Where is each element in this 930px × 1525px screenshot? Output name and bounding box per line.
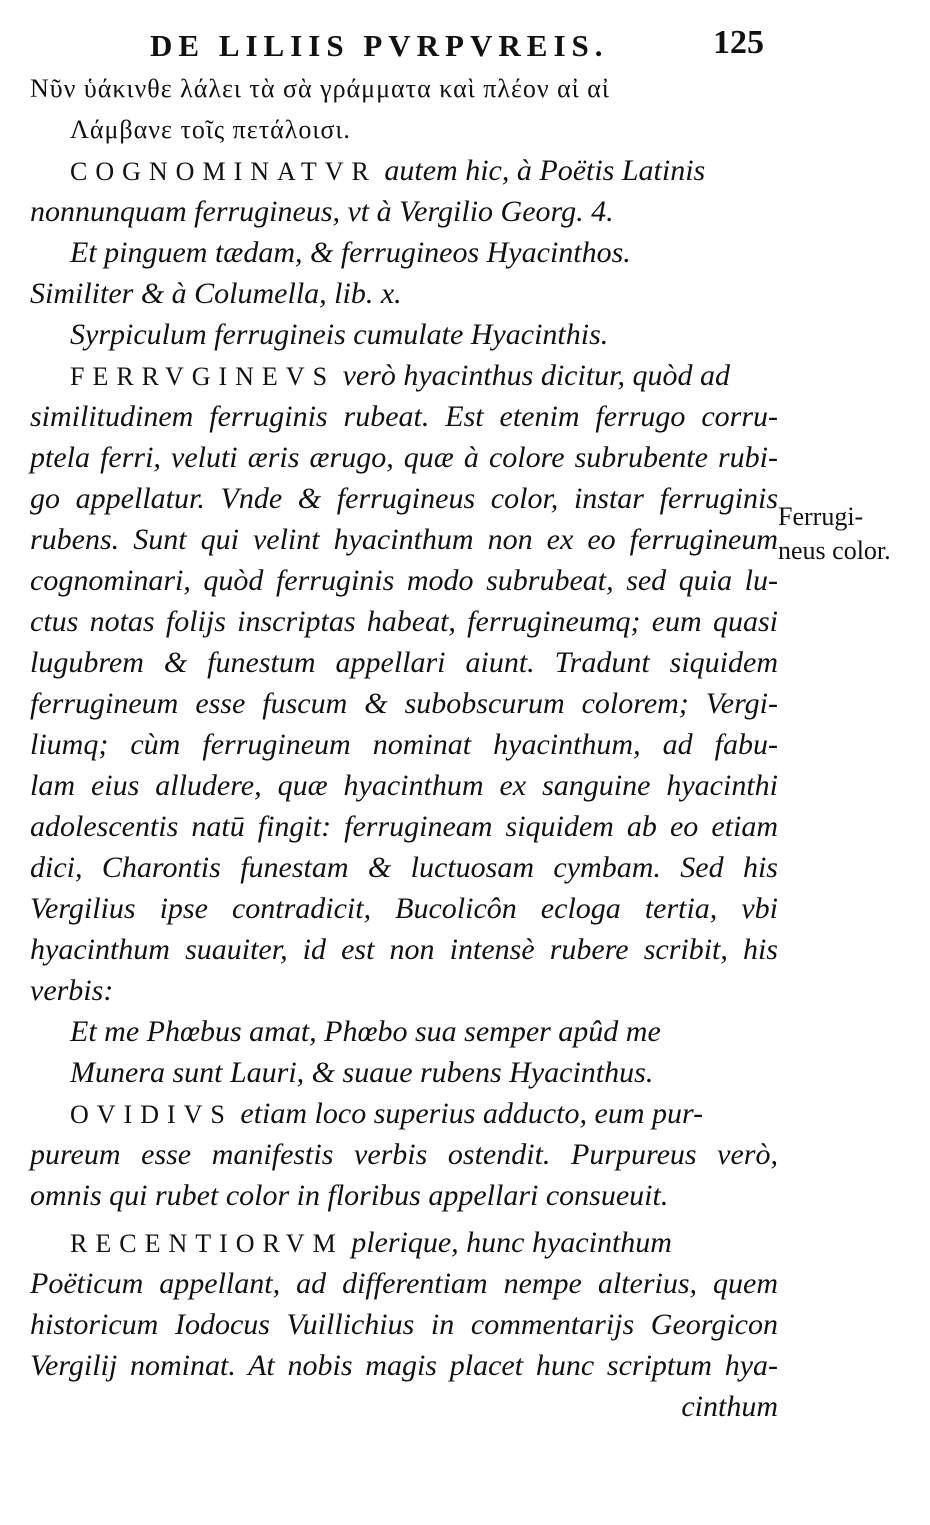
- text-line: [30, 1093, 778, 1134]
- greek-verse-line-1: Νῦν ὑάκινθε λάλει τὰ σὰ γράμματα καὶ πλέον αἰ αἰ: [30, 74, 610, 103]
- text-line: pureum esse manifestis verbis ostendit. Purpureus verò,: [30, 1138, 778, 1171]
- text-line: Vergilius ipse contradicit, Bucolicôn ecloga tertia, vbi: [30, 892, 778, 925]
- verse-quote-line: Syrpiculum ferrugineis cumulate Hyacinthis.: [70, 318, 609, 351]
- text-line: ptela ferri, veluti æris ærugo, quæ à colore subrubente rubi-: [30, 441, 778, 474]
- text-fragment: verò hyacinthus dicitur, quòd ad: [342, 359, 731, 392]
- small-caps-word: OVIDIVS: [70, 1100, 233, 1129]
- text-line: Poëticum appellant, ad differentiam nempe alterius, quem: [30, 1267, 778, 1300]
- small-caps-word: COGNOMINATVR: [70, 157, 377, 186]
- text-line: [30, 355, 778, 396]
- marginal-note: [778, 500, 928, 568]
- verse-quote-line: Et me Phœbus amat, Phœbo sua semper apûd me: [70, 1015, 661, 1048]
- catchword: cinthum: [681, 1390, 778, 1423]
- text-line: ctus notas folijs inscriptas habeat, ferrugineumq; eum quasi: [30, 605, 778, 638]
- text-line: historicum Iodocus Vuillichius in commentarijs Georgicon: [30, 1308, 778, 1341]
- running-title: DE LILIIS PVRPVREIS.: [150, 28, 609, 63]
- greek-verse-line-2: Λάμβανε τοῖς πετάλοισι.: [70, 115, 351, 144]
- text-line: [30, 1222, 778, 1263]
- text-line: nonnunquam ferrugineus, vt à Vergilio Georg. 4.: [30, 195, 614, 228]
- small-caps-word: FERRVGINEVS: [70, 362, 336, 391]
- text-line: dici, Charontis funestam & luctuosam cymbam. Sed his: [30, 851, 778, 884]
- text-line: lugubrem & funestum appellari aiunt. Tradunt siquidem: [30, 646, 778, 679]
- text-fragment: etiam loco superius adducto, eum pur-: [240, 1097, 704, 1130]
- text-line: lam eius alludere, quæ hyacinthum ex sanguine hyacinthi: [30, 769, 778, 802]
- text-line: rubens. Sunt qui velint hyacinthum non ex eo ferrugineum: [30, 523, 778, 556]
- page-number: 125: [713, 24, 764, 61]
- text-line: cognominari, quòd ferruginis modo subrubeat, sed quia lu-: [30, 564, 778, 597]
- text-line: liumq; cùm ferrugineum nominat hyacinthum, ad fabu-: [30, 728, 778, 761]
- text-line: go appellatur. Vnde & ferrugineus color, instar ferruginis: [30, 482, 778, 515]
- verse-quote-line: Et pinguem tædam, & ferrugineos Hyacinthos.: [70, 236, 631, 269]
- text-line: ferrugineum esse fuscum & subobscurum colorem; Vergi-: [30, 687, 778, 720]
- text-line: Vergilij nominat. At nobis magis placet hunc scriptum hya-: [30, 1349, 778, 1382]
- text-line: [30, 150, 778, 191]
- text-fragment: autem hic, à Poëtis Latinis: [384, 154, 706, 187]
- text-line: adolescentis natū fingit: ferrugineam siquidem ab eo etiam: [30, 810, 778, 843]
- marginal-note-line: neus color.: [778, 536, 891, 565]
- small-caps-word: RECENTIORVM: [70, 1229, 344, 1258]
- text-line: omnis qui rubet color in floribus appellari consueuit.: [30, 1179, 669, 1212]
- text-line: similitudinem ferruginis rubeat. Est etenim ferrugo corru-: [30, 400, 778, 433]
- text-line: hyacinthum suauiter, id est non intensè rubere scribit, his: [30, 933, 778, 966]
- text-line: verbis:: [30, 974, 114, 1007]
- text-line: Similiter & à Columella, lib. x.: [30, 277, 402, 310]
- body-text: [30, 68, 778, 1427]
- verse-quote-line: Munera sunt Lauri, & suaue rubens Hyacinthus.: [70, 1056, 654, 1089]
- text-fragment: plerique, hunc hyacinthum: [351, 1226, 672, 1259]
- marginal-note-line: Ferrugi-: [778, 502, 864, 531]
